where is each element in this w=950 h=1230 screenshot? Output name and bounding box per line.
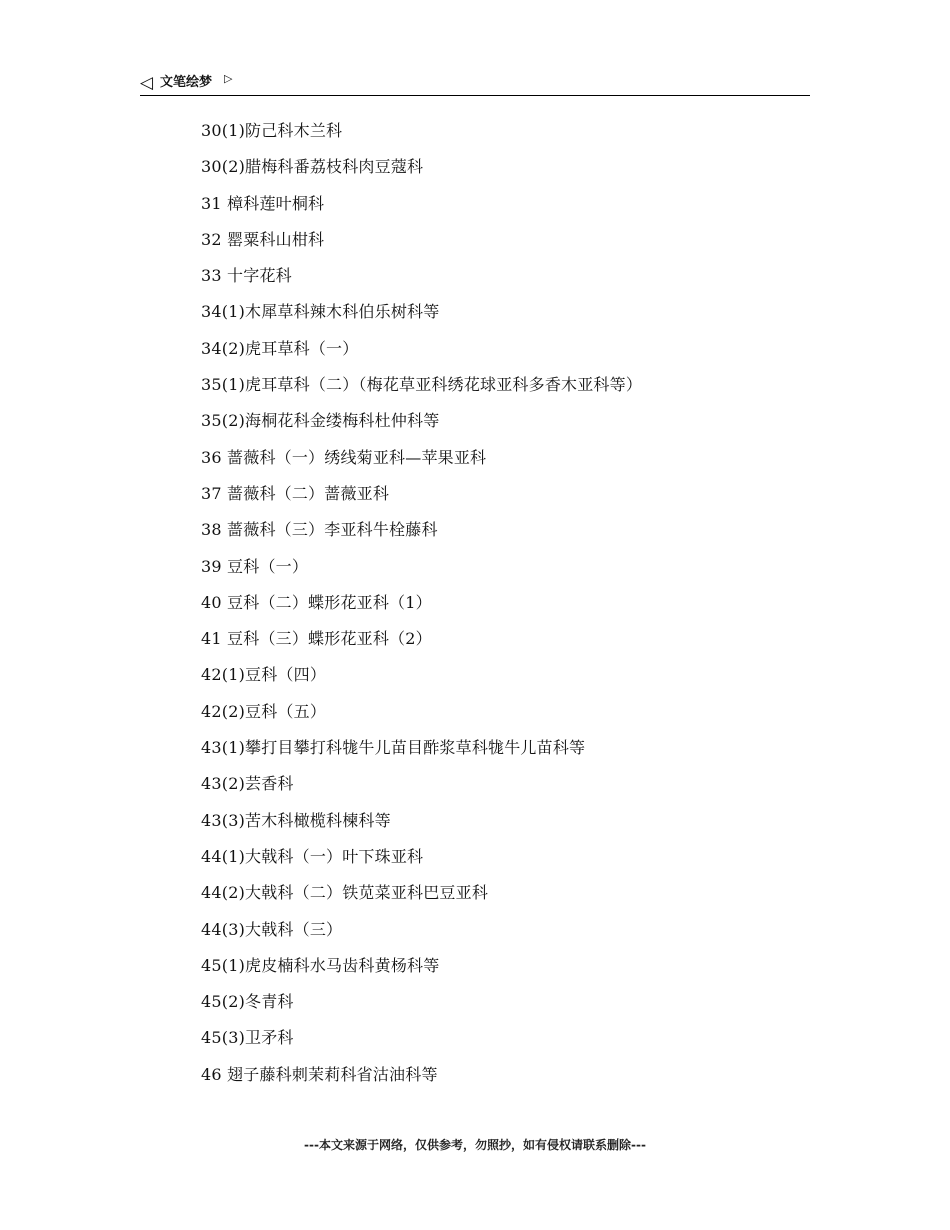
toc-item: 42(1)豆科（四） bbox=[201, 665, 327, 685]
left-triangle-icon: ◁ bbox=[140, 73, 154, 93]
toc-item: 41 豆科（三）蝶形花亚科（2） bbox=[201, 629, 432, 649]
toc-item: 38 蔷薇科（三）李亚科牛栓藤科 bbox=[201, 520, 438, 540]
toc-item: 46 翅子藤科刺茉莉科省沽油科等 bbox=[201, 1064, 438, 1084]
toc-item: 35(2)海桐花科金缕梅科杜仲科等 bbox=[201, 411, 440, 431]
toc-item: 43(3)苦木科橄榄科楝科等 bbox=[201, 810, 391, 830]
toc-item: 43(2)芸香科 bbox=[201, 774, 294, 794]
toc-item: 44(1)大戟科（一）叶下珠亚科 bbox=[201, 846, 424, 866]
header-brand: 文笔绘梦 bbox=[160, 75, 213, 90]
toc-item: 34(1)木犀草科辣木科伯乐树科等 bbox=[201, 302, 440, 322]
toc-item: 32 罂粟科山柑科 bbox=[201, 229, 325, 249]
toc-item: 34(2)虎耳草科（一） bbox=[201, 338, 359, 358]
toc-item: 44(3)大戟科（三） bbox=[201, 919, 343, 939]
toc-item: 42(2)豆科（五） bbox=[201, 701, 327, 721]
toc-item: 45(2)冬青科 bbox=[201, 992, 294, 1012]
toc-item: 30(2)腊梅科番荔枝科肉豆蔻科 bbox=[201, 157, 424, 177]
toc-item: 44(2)大戟科（二）铁苋菜亚科巴豆亚科 bbox=[201, 883, 489, 903]
right-triangle-icon: ▷ bbox=[224, 72, 233, 85]
table-of-contents bbox=[201, 118, 642, 1098]
toc-item: 45(1)虎皮楠科水马齿科黄杨科等 bbox=[201, 955, 440, 975]
toc-item: 37 蔷薇科（二）蔷薇亚科 bbox=[201, 483, 390, 503]
toc-item: 35(1)虎耳草科（二）（梅花草亚科绣花球亚科多香木亚科等） bbox=[201, 375, 643, 395]
header-rule bbox=[140, 95, 810, 96]
toc-item: 40 豆科（二）蝶形花亚科（1） bbox=[201, 592, 432, 612]
page-header bbox=[140, 72, 810, 96]
toc-item: 45(3)卫矛科 bbox=[201, 1028, 294, 1048]
toc-item: 30(1)防己科木兰科 bbox=[201, 121, 343, 140]
toc-item: 39 豆科（一） bbox=[201, 556, 309, 576]
toc-item: 33 十字花科 bbox=[201, 266, 292, 286]
toc-item: 43(1)攀打目攀打科牻牛儿苗目酢浆草科牻牛儿苗科等 bbox=[201, 738, 586, 758]
toc-item: 31 樟科莲叶桐科 bbox=[201, 193, 325, 213]
page-footer-disclaimer: ---本文来源于网络，仅供参考，勿照抄，如有侵权请联系删除--- bbox=[304, 1138, 646, 1152]
toc-item: 36 蔷薇科（一）绣线菊亚科—苹果亚科 bbox=[201, 447, 487, 467]
